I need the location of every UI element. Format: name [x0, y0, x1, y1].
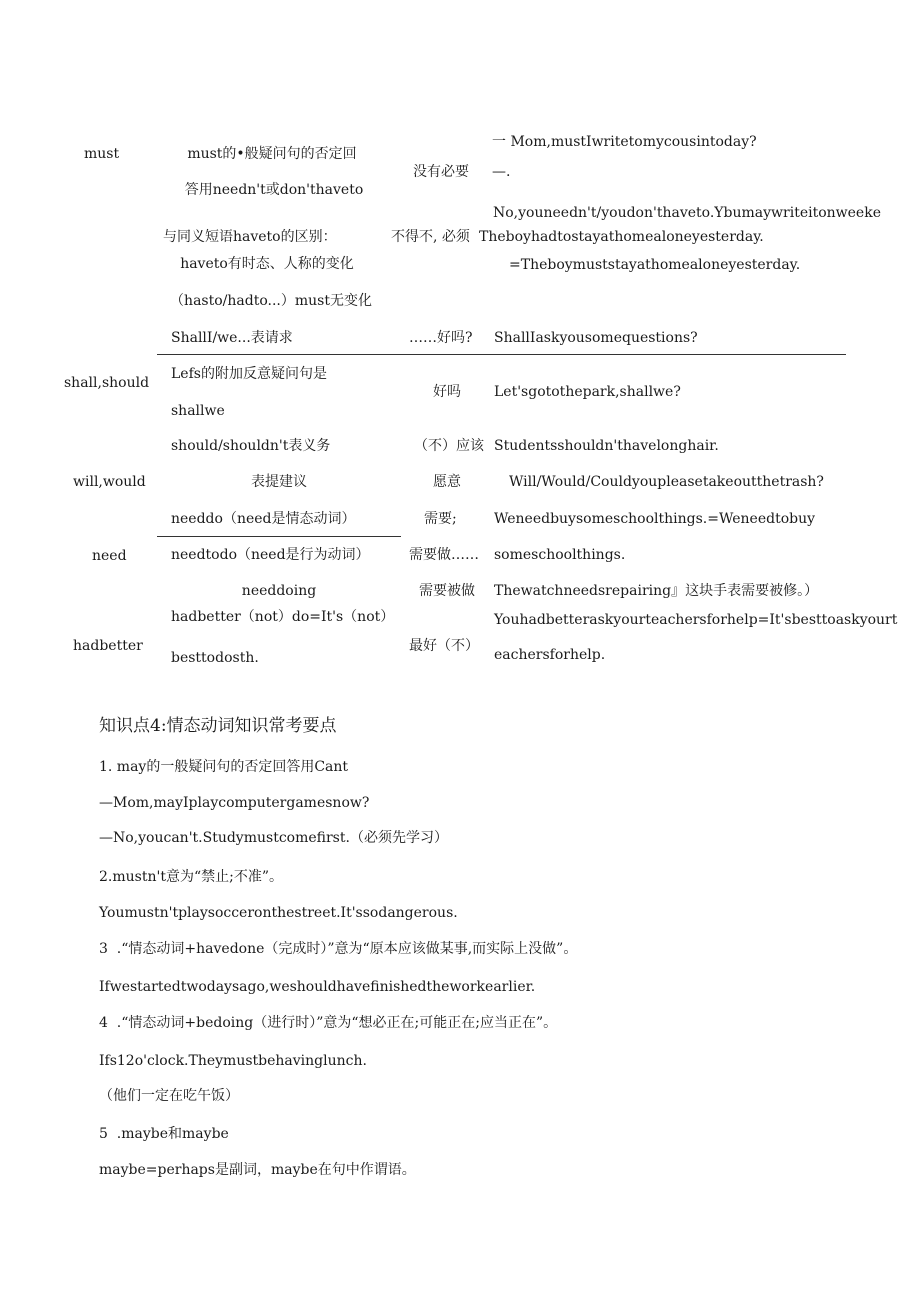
- meaning-need-1: 需要;: [424, 511, 457, 527]
- example-need-2: someschoolthings.: [494, 547, 626, 563]
- meaning-need-3: 需要被做: [419, 583, 475, 599]
- section-line: —No,youcan't.Studymustcomefirst.（必须先学习）: [99, 830, 448, 846]
- example-shall-3: Studentsshouldn'thavelonghair.: [494, 438, 719, 454]
- usage-must-1: must的•般疑问句的否定回: [187, 146, 357, 162]
- row-divider-2: [157, 536, 401, 537]
- example-will: Will/Would/Couldyoupleasetakeoutthetrash?: [509, 474, 824, 490]
- example-hadbetter-1: Youhadbetteraskyourteachersforhelp=It'sbesttoaskyourt: [494, 612, 898, 628]
- section-heading: 知识点4:情态动词知识常考要点: [99, 716, 337, 736]
- usage-hadbetter-2: besttodosth.: [171, 650, 259, 666]
- example-need-3: Thewatchneedsrepairing』这块手表需要被修。）: [494, 583, 819, 599]
- word-need: need: [92, 548, 127, 564]
- example-shall-1: ShallIaskyousomequestions?: [494, 330, 698, 346]
- section-line: 4 .“情态动词+bedoing（进行时）”意为“想必正在;可能正在;应当正在”。: [99, 1015, 558, 1031]
- section-line: 5 .maybe和maybe: [99, 1126, 229, 1142]
- meaning-need-2: 需要做……: [409, 547, 479, 563]
- usage-must-3: 与同义短语haveto的区别：: [163, 229, 337, 245]
- usage-need-3: needdoing: [241, 583, 317, 599]
- section-line: 3 .“情态动词+havedone（完成时）”意为“原本应该做某事,而实际上没做”。: [99, 941, 578, 957]
- section-line: （他们一定在吃午饭）: [99, 1088, 239, 1104]
- example-must-3: No,youneedn't/youdon'thaveto.Ybumaywriteitonweeke: [493, 205, 881, 221]
- usage-must-2: 答用needn't或don'thaveto: [184, 182, 364, 198]
- usage-need-2: needtodo（need是行为动词）: [171, 547, 370, 563]
- usage-need-1: needdo（need是情态动词）: [171, 511, 356, 527]
- section-line: 2.mustn't意为“禁止;不准”。: [99, 869, 283, 885]
- usage-will: 表提建议: [251, 474, 307, 490]
- example-hadbetter-2: eachersforhelp.: [494, 647, 606, 663]
- usage-must-4: haveto有时态、人称的变化: [180, 256, 354, 272]
- section-line: Ifwestartedtwodaysago,weshouldhavefinishedtheworkearlier.: [99, 979, 536, 995]
- word-must: must: [84, 146, 120, 162]
- row-divider-1: [157, 354, 846, 355]
- example-need-1: Weneedbuysomeschoolthings.=Weneedtobuy: [494, 511, 816, 527]
- meaning-must-2: 不得不, 必须: [391, 229, 470, 245]
- meaning-will: 愿意: [433, 474, 461, 490]
- meaning-must-1: 没有必要: [413, 164, 469, 180]
- word-will: will,would: [73, 474, 146, 490]
- example-shall-2: Let'sgotothepark,shallwe?: [494, 384, 681, 400]
- word-hadbetter: hadbetter: [73, 638, 143, 654]
- section-line: —Mom,mayIplaycomputergamesnow?: [99, 795, 370, 811]
- meaning-hadbetter: 最好（不）: [409, 638, 479, 654]
- usage-shall-1: ShallI/we...表请求: [171, 330, 293, 346]
- usage-shall-3: shallwe: [171, 403, 225, 419]
- section-line: Ifs12o'clock.Theymustbehavinglunch.: [99, 1053, 367, 1069]
- example-must-1: 一 Mom,mustIwritetomycousintoday?: [492, 134, 757, 150]
- usage-shall-2: Lefs的附加反意疑问句是: [171, 366, 327, 382]
- section-line: maybe=perhaps是副词，maybe在句中作谓语。: [99, 1162, 416, 1178]
- example-must-4: Theboyhadtostayathomealoneyesterday.: [479, 229, 764, 245]
- usage-hadbetter-1: hadbetter（not）do=It's（not）: [171, 609, 395, 625]
- section-line: 1. may的一般疑问句的否定回答用Cant: [99, 759, 349, 775]
- usage-must-5: （hasto/hadto...）must无变化: [170, 293, 372, 309]
- section-line: Youmustn'tplaysocceronthestreet.It'ssodangerous.: [99, 905, 458, 921]
- meaning-shall-1: ……好吗?: [409, 330, 473, 346]
- word-shall: shall,should: [64, 375, 150, 391]
- meaning-shall-2: 好吗: [433, 384, 461, 400]
- example-must-5: =Theboymuststayathomealoneyesterday.: [509, 257, 801, 273]
- meaning-shall-3: （不）应该: [414, 438, 484, 454]
- usage-shall-4: should/shouldn't表义务: [171, 438, 331, 454]
- example-must-2: —.: [492, 164, 511, 180]
